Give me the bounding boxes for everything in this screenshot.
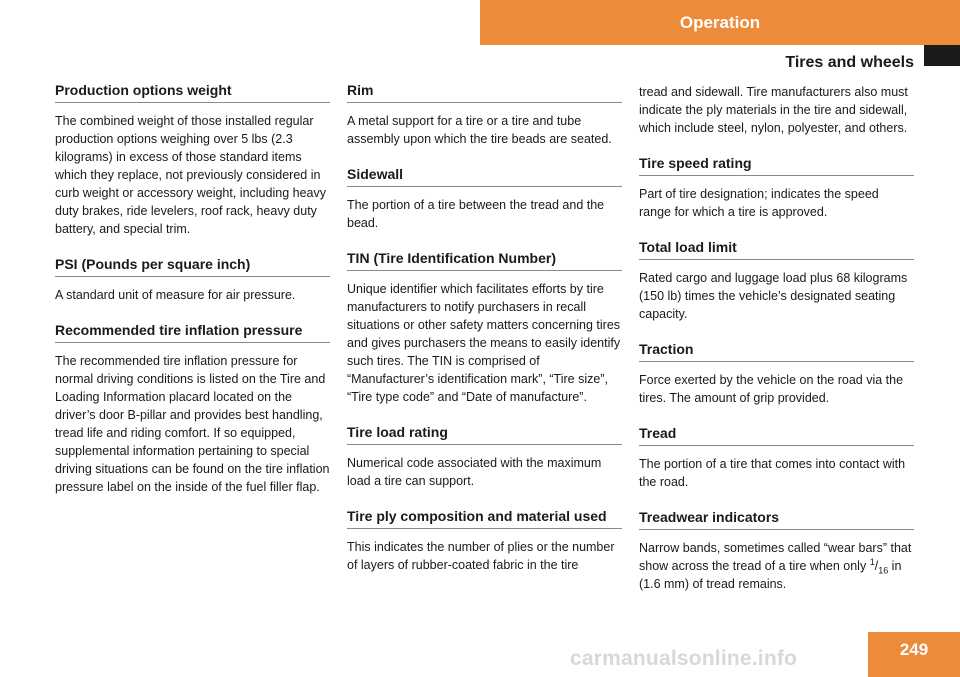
glossary-term: Traction	[639, 339, 914, 362]
glossary-entry	[639, 339, 914, 407]
fraction-numerator: 1	[869, 556, 875, 567]
glossary-definition: Part of tire designation; indicates the speed range for which a tire is approved.	[639, 187, 879, 219]
fraction-denominator: 16	[878, 565, 889, 576]
glossary-term: Total load limit	[639, 237, 914, 260]
glossary-entry	[55, 254, 330, 304]
glossary-definition: Narrow bands, sometimes called “wear bars” that show across the tread of a tire when only $^1/_{16}$ in (1.6 mm) of tread remains.	[639, 541, 912, 591]
glossary-term: Tire load rating	[347, 422, 622, 445]
glossary-term: Production options weight	[55, 80, 330, 103]
definition-text: in (1.6 mm) of tread remains.	[639, 559, 902, 591]
glossary-entry	[347, 80, 622, 148]
glossary-term: PSI (Pounds per square inch)	[55, 254, 330, 277]
glossary-definition: This indicates the number of plies or the number of layers of rubber-coated fabric in the tire	[347, 540, 615, 572]
glossary-term: Rim	[347, 80, 622, 103]
glossary-term: Tread	[639, 423, 914, 446]
glossary-definition: The combined weight of those installed regular production options weighing over 5 lbs (2.3 kilograms) in excess of those standard items which they replace, not previously considered in curb weight or accessory weight, including heavy duty brakes, ride levelers, roof rack, heavy duty battery, and special trim.	[55, 114, 326, 236]
glossary-term: Tire speed rating	[639, 153, 914, 176]
glossary-entry	[55, 320, 330, 496]
glossary-entry	[55, 80, 330, 238]
column-right	[639, 80, 914, 609]
glossary-definition: A metal support for a tire or a tire and tube assembly upon which the tire beads are seated.	[347, 114, 612, 146]
page-title: Tires and wheels	[785, 54, 914, 71]
glossary-definition: The portion of a tire that comes into contact with the road.	[639, 457, 906, 489]
glossary-definition: Rated cargo and luggage load plus 68 kilograms (150 lb) times the vehicle’s designated seating capacity.	[639, 271, 908, 321]
glossary-entry	[639, 237, 914, 323]
glossary-entry	[347, 248, 622, 406]
glossary-definition: A standard unit of measure for air pressure.	[55, 288, 296, 302]
page-number-box	[868, 632, 960, 677]
glossary-definition: Force exerted by the vehicle on the road via the tires. The amount of grip provided.	[639, 373, 904, 405]
glossary-entry	[347, 506, 622, 574]
definition-text: Narrow bands, sometimes called “wear bars” that show across the tread of a tire when only	[639, 541, 912, 573]
glossary-entry	[347, 164, 622, 232]
glossary-term: Recommended tire inflation pressure	[55, 320, 330, 343]
glossary-definition: The portion of a tire between the tread and the bead.	[347, 198, 605, 230]
glossary-definition: The recommended tire inflation pressure for normal driving conditions is listed on the Tire and Loading Information placard located on the driver’s door B-pillar and provides best handling, tread life and riding comfort. If so equipped, supplemental information pertaining to special driving situations can be found on the tire inflation pressure label on the inside of the fuel filler flap.	[55, 354, 330, 494]
column-left	[55, 80, 330, 512]
glossary-entry	[639, 507, 914, 593]
glossary-term: Sidewall	[347, 164, 622, 187]
glossary-term: Tire ply composition and material used	[347, 506, 622, 529]
glossary-entry	[347, 422, 622, 490]
glossary-entry	[639, 423, 914, 491]
glossary-entry	[639, 153, 914, 221]
section-tab	[480, 0, 960, 45]
thumb-tab-marker	[924, 45, 960, 66]
continued-definition: tread and sidewall. Tire manufacturers also must indicate the ply materials in the tire and sidewall, which include steel, nylon, polyester, and others.	[639, 85, 908, 135]
glossary-definition: Unique identifier which facilitates efforts by tire manufacturers to notify purchasers in recall situations or other safety matters concerning tires and gives purchasers the means to easily identify such tires. The TIN is comprised of “Manufacturer’s identification mark”, “Tire size”, “Tire type code” and “Date of manufacture”.	[347, 282, 621, 404]
glossary-definition: Numerical code associated with the maximum load a tire can support.	[347, 456, 602, 488]
section-title: Operation	[679, 13, 761, 32]
glossary-term: Treadwear indicators	[639, 507, 914, 530]
glossary-term: TIN (Tire Identification Number)	[347, 248, 622, 271]
watermark: carmanualsonline.info	[570, 647, 798, 670]
page-number: 249	[899, 640, 929, 659]
column-middle	[347, 80, 622, 590]
